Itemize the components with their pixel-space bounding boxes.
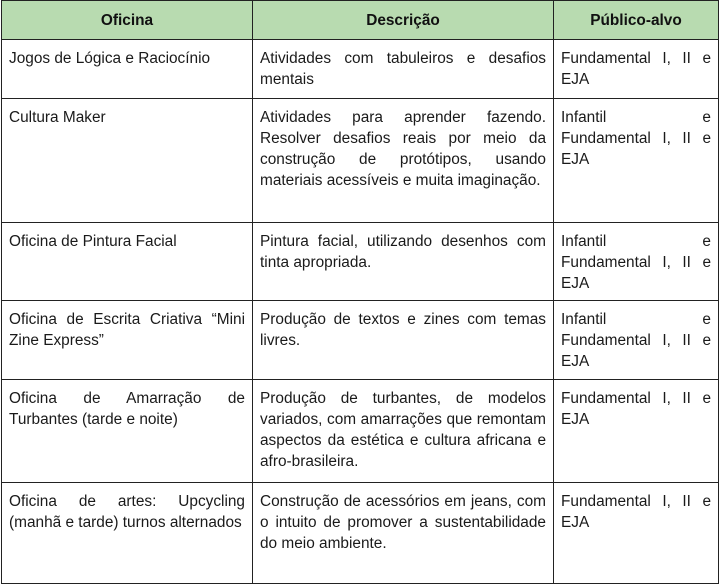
cell-oficina: Jogos de Lógica e Raciocínio <box>2 40 253 99</box>
cell-oficina: Oficina de artes: Upcycling (manhã e tarde) turnos alternados <box>2 483 253 584</box>
header-descricao: Descrição <box>253 1 554 40</box>
cell-descricao: Pintura facial, utilizando desenhos com tinta apropriada. <box>253 223 554 301</box>
cell-publico: Fundamental I, II e EJA <box>554 483 719 584</box>
cell-descricao: Atividades com tabuleiros e desafios mentais <box>253 40 554 99</box>
cell-descricao: Produção de turbantes, de modelos variados, com amarrações que remontam aspectos da estética e cultura africana e afro-brasileira. <box>253 380 554 483</box>
header-oficina: Oficina <box>2 1 253 40</box>
table-row <box>2 40 719 99</box>
cell-descricao: Construção de acessórios em jeans, com o intuito de promover a sustentabilidade do meio ambiente. <box>253 483 554 584</box>
table-row <box>2 99 719 223</box>
cell-publico: Fundamental I, II e EJA <box>554 40 719 99</box>
table-header-row <box>2 1 719 40</box>
cell-oficina: Oficina de Pintura Facial <box>2 223 253 301</box>
cell-oficina: Cultura Maker <box>2 99 253 223</box>
cell-oficina: Oficina de Amarração de Turbantes (tarde e noite) <box>2 380 253 483</box>
cell-descricao: Produção de textos e zines com temas livres. <box>253 301 554 380</box>
cell-oficina: Oficina de Escrita Criativa “Mini Zine Express” <box>2 301 253 380</box>
table-row <box>2 380 719 483</box>
cell-publico: Infantil e Fundamental I, II e EJA <box>554 223 719 301</box>
cell-publico: Fundamental I, II e EJA <box>554 380 719 483</box>
table-row <box>2 301 719 380</box>
table-row <box>2 223 719 301</box>
table-row <box>2 483 719 584</box>
workshops-table <box>1 0 719 584</box>
cell-descricao: Atividades para aprender fazendo. Resolver desafios reais por meio da construção de protótipos, usando materiais acessíveis e muita imaginação. <box>253 99 554 223</box>
header-publico-alvo: Público-alvo <box>554 1 719 40</box>
cell-publico: Infantil e Fundamental I, II e EJA <box>554 99 719 223</box>
cell-publico: Infantil e Fundamental I, II e EJA <box>554 301 719 380</box>
